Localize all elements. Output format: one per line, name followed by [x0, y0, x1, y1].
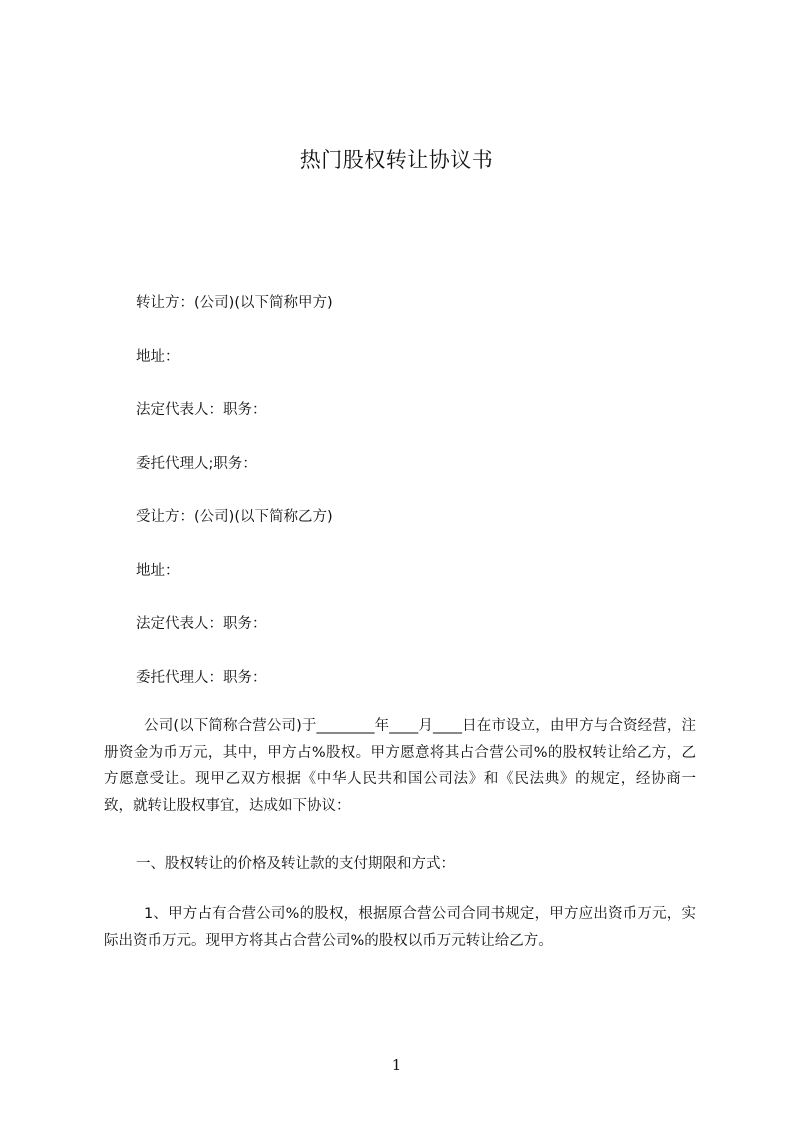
clause-1-text: 1、甲方占有合营公司%的股权，根据原合营公司合同书规定，甲方应出资币万元，实际出资币万元。现甲方将其占合营公司%的股权以币万元转让给乙方。 [104, 906, 696, 949]
transferor-address-line: 地址： [136, 349, 180, 365]
clause-1-paragraph [104, 901, 696, 954]
document-title: 热门股权转让协议书 [299, 148, 494, 172]
transferee-legal-rep-line: 法定代表人：职务： [136, 616, 267, 632]
transferor-line: 转让方：(公司)(以下简称甲方) [136, 295, 333, 311]
intro-paragraph-text: 公司(以下简称合营公司)于________年____月____日在市设立，由甲方与合资经营，注册资金为币万元，其中，甲方占%股权。甲方愿意将其占合营公司%的股权转让给乙方，乙方愿意受让。现甲乙双方根据《中华人民共和国公司法》和《民法典》的规定，经协商一致，就转让股权事宜，达成如下协议： [104, 718, 696, 814]
page-number: 1 [391, 1056, 402, 1074]
transferor-legal-rep-line: 法定代表人：职务： [136, 402, 267, 418]
transferee-agent-line: 委托代理人：职务： [136, 670, 267, 686]
transferee-address-line: 地址： [136, 563, 180, 579]
transferee-line: 受让方：(公司)(以下简称乙方) [136, 509, 333, 525]
section-1-heading: 一、股权转让的价格及转让款的支付期限和方式： [136, 856, 455, 872]
transferor-agent-line: 委托代理人;职务： [136, 456, 257, 472]
intro-paragraph [104, 713, 696, 819]
